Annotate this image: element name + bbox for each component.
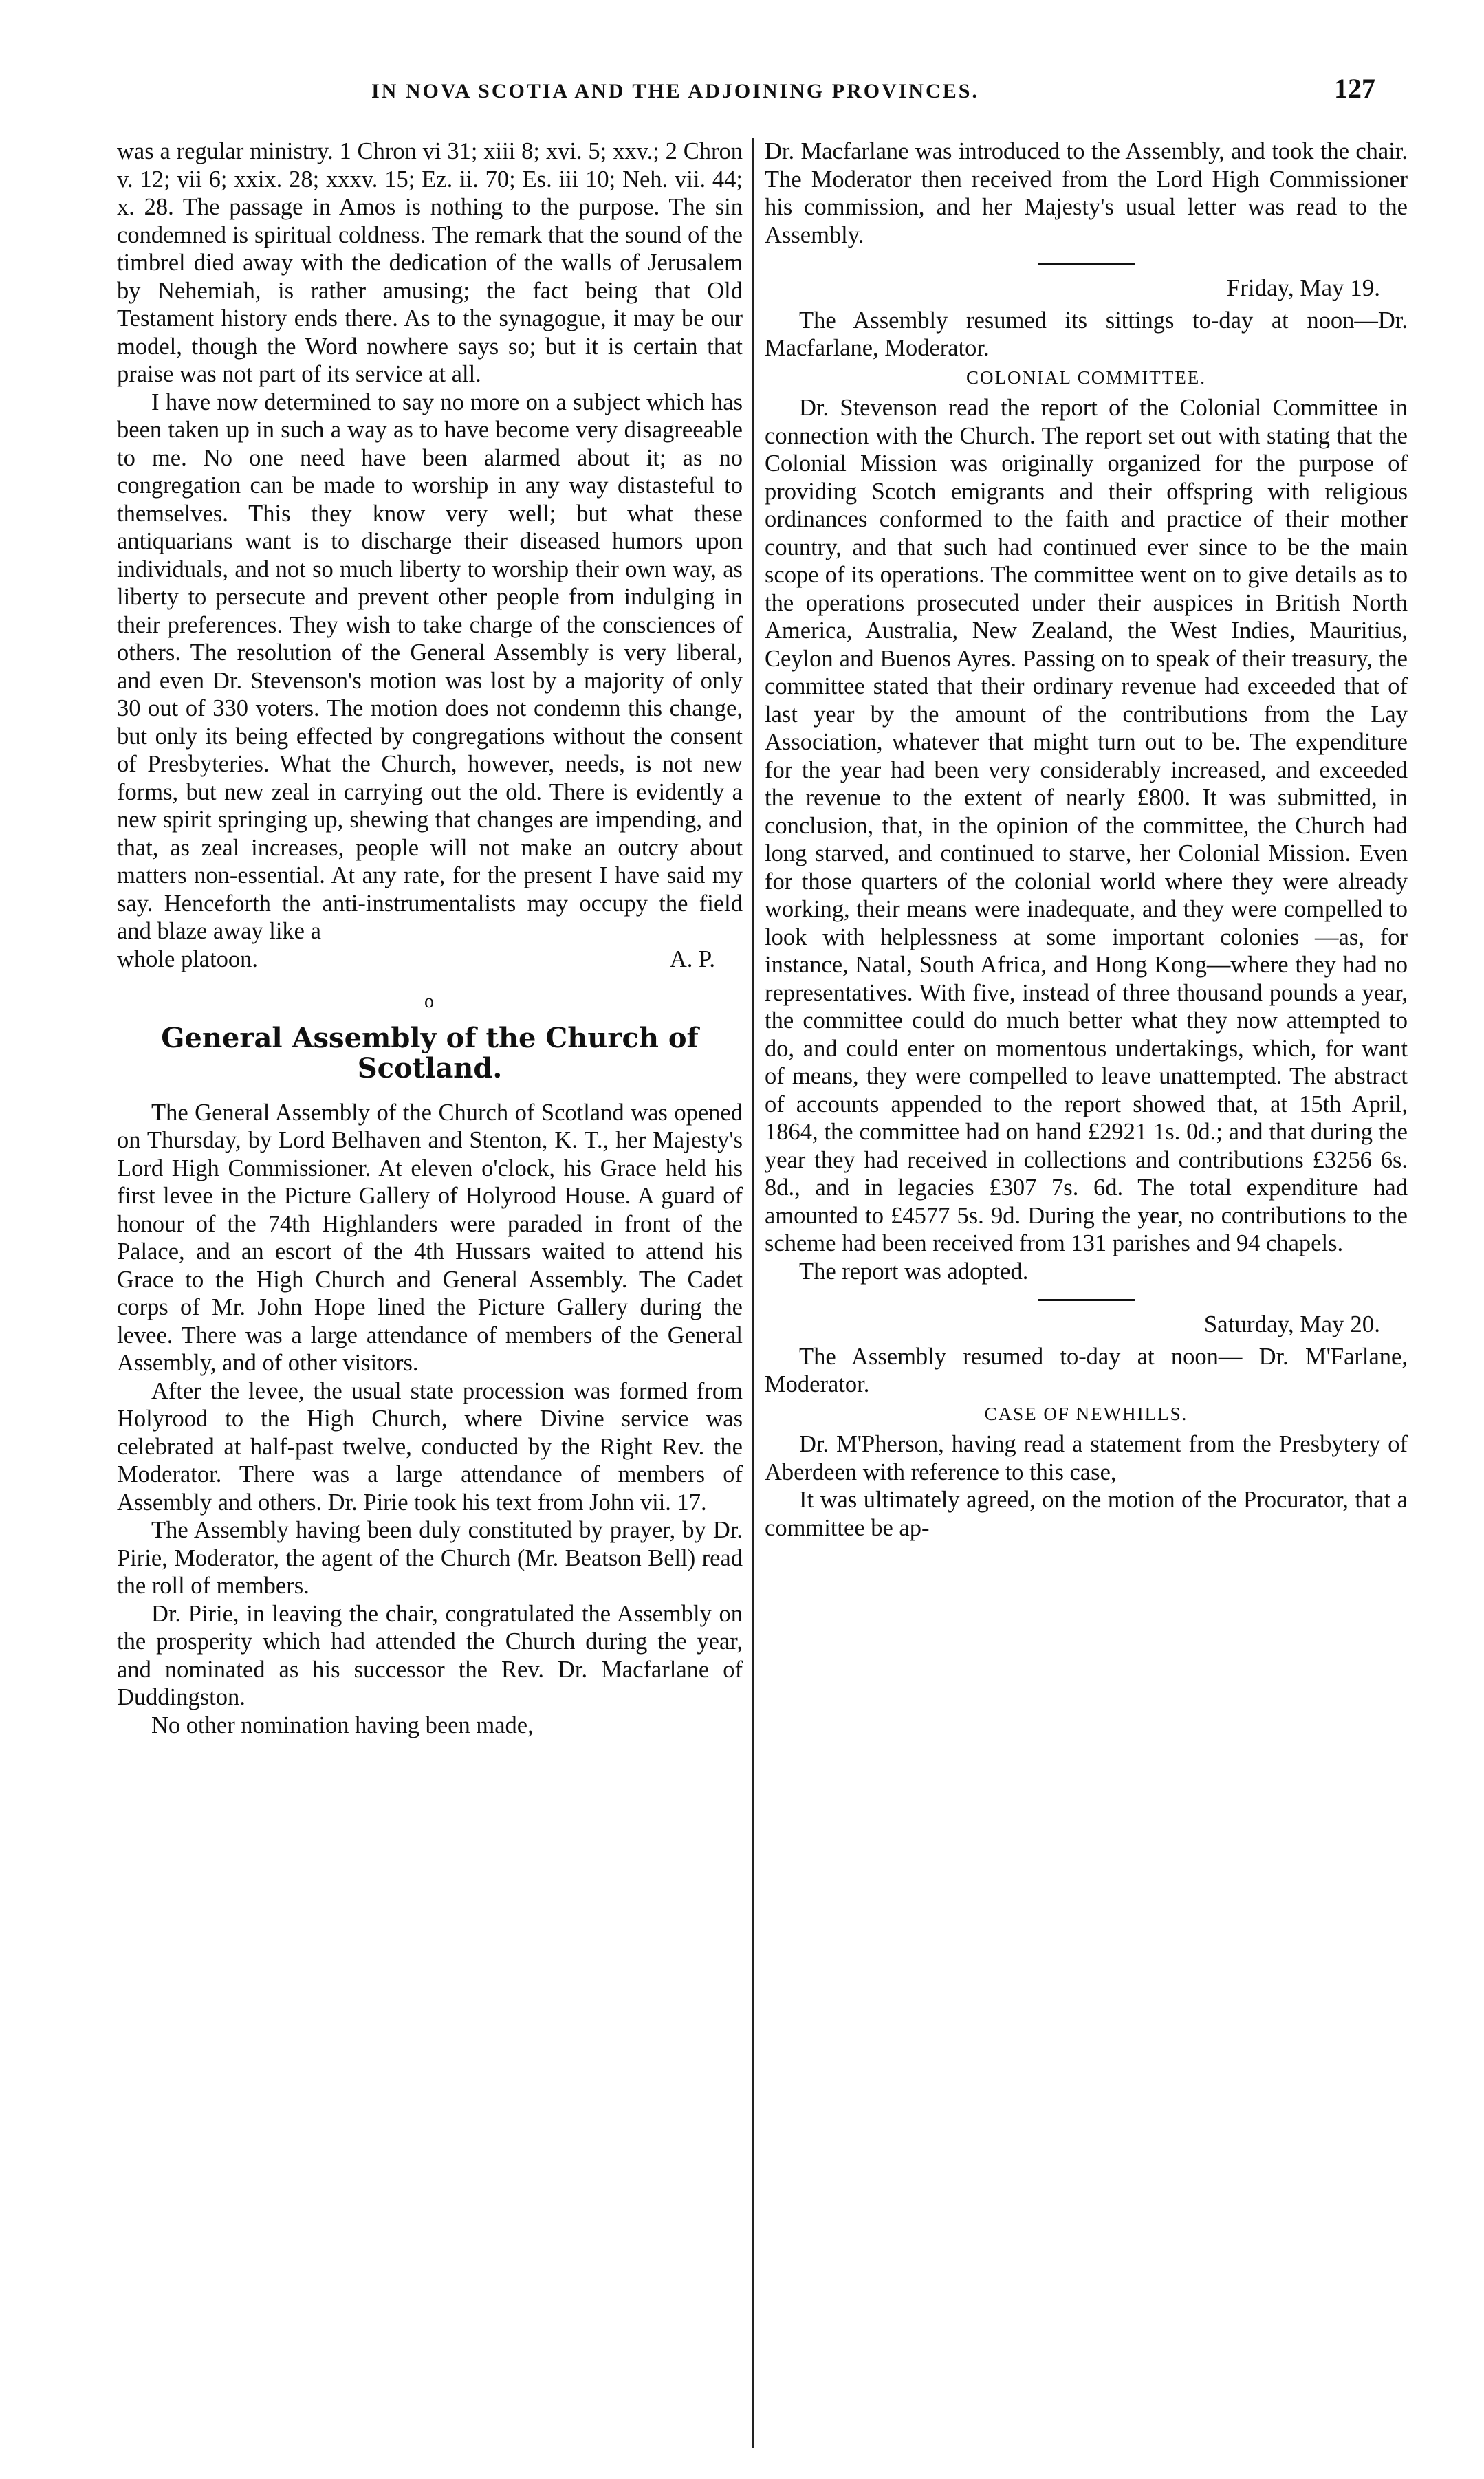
signature-line <box>117 946 743 974</box>
dateline: Friday, May 19. <box>1226 274 1380 301</box>
section-rule <box>1038 1299 1135 1301</box>
author-initials: A. P. <box>669 946 715 972</box>
paragraph: I have now determined to say no more on a subject which has been taken up in such a way as to have become very disagreeable to me. No one need have been alarmed about it; as no congregation can be made to worship in any way distasteful to themselves. This they know very well; but what these antiquarians want is to discharge their diseased humors upon individuals, and not so much liberty to worship their own way, as liberty to persecute and prevent other people from indulging in their preferences. They wish to take charge of the consciences of others. The resolution of the General Assembly is very liberal, and even Dr. Stevenson's motion was lost by a majority of only 30 out of 330 voters. The motion does not condemn this change, but only its being effected by congregations without the consent of Presbyteries. What the Church, however, needs, is not new forms, but new zeal in carrying out the old. There is evidently a new spirit springing up, shewing that changes are impending, and that, as zeal increases, people will not make an outcry about matters non-essential. At any rate, for the present I have said my say. Henceforth the anti-instrumentalists may occupy the field and blaze away like a <box>117 389 743 944</box>
paragraph: Dr. M'Pherson, having read a statement from the Presbytery of Aberdeen with reference to this case, <box>765 1431 1408 1485</box>
paragraph: Dr. Stevenson read the report of the Colonial Committee in connection with the Church. The report set out with stating that the Colonial Mission was originally organized for the purpose of providing Scotch emigrants and their offspring with religious ordinances conformed to the faith and practice of their mother country, and that such had continued ever since to be the main scope of its operations. The committee went on to give details as to the operations prosecuted under their auspices in British North America, Australia, New Zealand, the West Indies, Mauritius, Ceylon and Buenos Ayres. Passing on to speak of their treasury, the committee stated that their ordinary revenue had exceeded that of last year by the amount of the contributions from the Lay Association, whatever that might turn out to be. The expenditure for the year had been very considerably increased, and exceeded the revenue to the extent of nearly £800. It was submitted, in conclusion, that, in the opinion of the committee, the Church had long starved, and continued to starve, her Colonial Mission. Even for those quarters of the colonial world where they were already working, their means were inadequate, and they were compelled to look with helplessness at some important colonies —as, for instance, Natal, South Africa, and Hong Kong—where they had no representatives. With five, instead of three thousand pounds a year, the committee could do much better what they now attempted to do, and could enter on momentous undertakings, which, for want of means, they were compelled to leave unattempted. The abstract of accounts appended to the report showed that, at 15th April, 1864, the committee had on hand £2921 1s. 0d.; and that during the year they had received in collections and contributions £3256 6s. 8d., and in legacies £307 7s. 6d. The total expenditure had amounted to £4577 5s. 9d. During the year, no contributions to the scheme had been received from 131 parishes and 94 chapels. <box>765 395 1408 1256</box>
subheading: CASE OF NEWHILLS. <box>984 1403 1188 1424</box>
paragraph: The report was adopted. <box>799 1258 1029 1285</box>
subheading: COLONIAL COMMITTEE. <box>966 367 1206 388</box>
paragraph: It was ultimately agreed, on the motion of the Procurator, that a committee be ap- <box>765 1487 1408 1541</box>
dateline: Saturday, May 20. <box>1203 1311 1380 1337</box>
paragraph: No other nomination having been made, <box>151 1712 534 1738</box>
article-title: General Assembly of the Church of Scotland. <box>161 1021 699 1084</box>
column-divider <box>752 138 754 2448</box>
separator-mark: o <box>424 991 435 1012</box>
paragraph: Dr. Macfarlane was introduced to the Assembly, and took the chair. The Moderator then received from the Lord High Commissioner his commission, and her Majesty's usual letter was read to the Assembly. <box>765 138 1408 248</box>
paragraph-end: whole platoon. <box>117 946 259 972</box>
left-column <box>117 138 743 1739</box>
section-separator <box>117 988 743 1016</box>
page-number: 127 <box>1334 73 1375 104</box>
paragraph: was a regular ministry. 1 Chron vi 31; xiii 8; xvi. 5; xxv.; 2 Chron v. 12; vii 6; xxix. 28; xxxv. 15; Ez. ii. 70; Es. iii 10; Neh. vii. 44; x. 28. The passage in Amos is nothing to the purpose. The sin condemned is spiritual coldness. The remark that the sound of the timbrel died away with the dedication of the walls of Jerusalem by Nehemiah, is rather amusing; the fact being that Old Testament history ends there. As to the synagogue, it may be our model, though the Word nowhere says so; but it is certain that praise was not part of its service at all. <box>117 138 743 387</box>
paragraph: The Assembly resumed to-day at noon— Dr. M'Farlane, Moderator. <box>765 1343 1408 1397</box>
paragraph: The Assembly having been duly constituted by prayer, by Dr. Pirie, Moderator, the agent of the Church (Mr. Beatson Bell) read the roll of members. <box>117 1517 743 1599</box>
section-rule <box>1038 263 1135 265</box>
right-column <box>765 138 1408 1542</box>
paragraph: Dr. Pirie, in leaving the chair, congratulated the Assembly on the prosperity which had attended the Church during the year, and nominated as his successor the Rev. Dr. Macfarlane of Duddingston. <box>117 1600 743 1710</box>
paragraph: The Assembly resumed its sittings to-day at noon—Dr. Macfarlane, Moderator. <box>765 307 1408 361</box>
paragraph: After the levee, the usual state procession was formed from Holyrood to the High Church, where Divine service was celebrated at half-past twelve, conducted by the Right Rev. the Moderator. There was a large attendance of members of Assembly and others. Dr. Pirie took his text from John vii. 17. <box>117 1377 743 1516</box>
page-header <box>371 72 1375 105</box>
running-head: IN NOVA SCOTIA AND THE ADJOINING PROVINCES. <box>371 80 979 102</box>
paragraph: The General Assembly of the Church of Scotland was opened on Thursday, by Lord Belhaven and Stenton, K. T., her Majesty's Lord High Commissioner. At eleven o'clock, his Grace held his first levee in the Picture Gallery of Holyrood House. A guard of honour of the 74th Highlanders were paraded in front of the Palace, and an escort of the 4th Hussars waited to attend his Grace to the High Church and General Assembly. The Cadet corps of Mr. John Hope lined the Picture Gallery during the levee. There was a large attendance of members of the General Assembly, and of other visitors. <box>117 1099 743 1376</box>
